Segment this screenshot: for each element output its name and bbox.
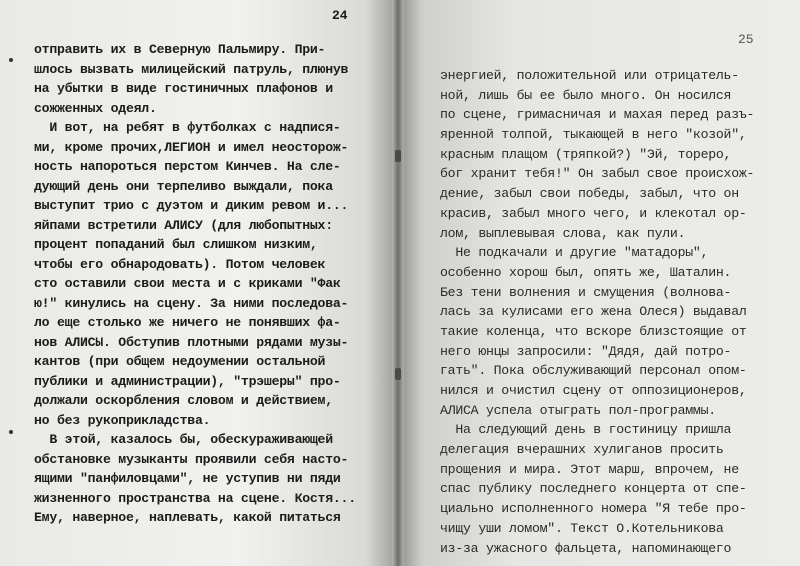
text-line: такие коленца, что вскоре близстоящие от	[440, 323, 747, 339]
text-line: но без рукоприкладства.	[34, 412, 211, 428]
text-line: ю!" кинулись на сцену. За ними последова-	[34, 295, 349, 311]
text-line: И вот, на ребят в футболках с надпися-	[34, 120, 341, 135]
text-line: обстановке музыканты проявили себя насто-	[34, 451, 349, 467]
text-line: красив, забыл много чего, и клекотал ор-	[440, 205, 747, 221]
text-line: шлось вызвать милицейский патруль, плюнув	[34, 61, 349, 77]
text-line: отправить их в Северную Пальмиру. При-	[34, 42, 326, 57]
text-line: должали оскорбления словом и действием,	[34, 393, 333, 408]
text-line: ми, кроме прочих,ЛЕГИОН и имел неосторож-	[34, 139, 349, 155]
text-line: АЛИСА успела отыграть пол-программы.	[440, 402, 716, 418]
text-line: прощения и мира. Этот марш, впрочем, не	[440, 461, 739, 477]
margin-dot-mark	[9, 58, 13, 62]
text-line: Ему, наверное, наплевать, какой питаться	[34, 510, 341, 525]
right-page	[398, 0, 800, 566]
left-page-text	[34, 40, 384, 528]
text-line: циально исполненного номера "Я тебе про-	[440, 501, 747, 517]
text-line: него юнцы запросили: "Дядя, дай потро-	[440, 343, 732, 359]
text-line: чтобы его обнародовать). Потом человек	[34, 256, 326, 272]
text-line: сто оставили свои места и с криками "Фак	[34, 276, 341, 291]
text-line: ящими "панфиловцами", не уступив ни пяди	[34, 471, 341, 486]
text-line: Не подкачали и другие "матадоры",	[440, 245, 709, 261]
text-line: энергией, положительной или отрицатель-	[440, 68, 739, 83]
left-page	[0, 0, 398, 566]
text-line: нился и очистил сцену от оппозиционеров,	[440, 383, 747, 398]
text-line: особенно хорош был, опять же, Шаталин.	[440, 264, 732, 280]
text-line: кантов (при общем недоумении остальной	[34, 354, 326, 369]
text-line: ло еще столько же ничего не понявших фа-	[34, 315, 341, 330]
staple-mark	[395, 368, 401, 380]
text-line: спас публику последнего концерта от спе-	[440, 481, 747, 497]
text-line: дение, забыл свои победы, забыл, что он	[440, 186, 739, 202]
book-gutter	[392, 0, 404, 566]
right-page-text	[440, 66, 790, 558]
text-line: дующий день они терпеливо выждали, пока	[34, 178, 333, 194]
text-line: чищу уши ломом". Текст О.Котельникова	[440, 520, 724, 536]
text-line: Без тени волнения и смущения (волнова-	[440, 284, 732, 300]
text-line: выступит трио с дуэтом и диким ревом и...	[34, 198, 349, 213]
text-line: бог хранит тебя!" Он забыл свое происхож-	[440, 166, 755, 182]
text-line: на убытки в виде гостиничных плафонов и	[34, 81, 333, 96]
right-page-number: 25	[738, 32, 754, 47]
text-line: лась за кулисами его жена Олеся) выдавал	[440, 304, 747, 320]
text-line: сожженных одеял.	[34, 100, 157, 116]
text-line: лом, выплевывая слова, как пули.	[440, 225, 686, 241]
text-line: яйпами встретили АЛИСУ (для любопытных:	[34, 217, 333, 233]
margin-dot-mark	[9, 430, 13, 434]
text-line: из-за ужасного фальцета, напоминающего	[440, 540, 732, 556]
text-line: жизненного пространства на сцене. Костя...	[34, 490, 356, 506]
text-line: процент попаданий был слишком низким,	[34, 237, 318, 252]
text-line: На следующий день в гостиницу пришла	[440, 422, 732, 438]
text-line: делегация вчерашних хулиганов просить	[440, 442, 724, 458]
text-line: гать". Пока обслуживающий персонал опом-	[440, 363, 747, 379]
text-line: красным плащом (тряпкой?) "Эй, тореро,	[440, 146, 732, 162]
text-line: ной, лишь бы ее было много. Он носился	[440, 87, 732, 103]
text-line: публики и администрации), "трэшеры" про-	[34, 373, 341, 389]
left-page-number: 24	[332, 8, 348, 23]
text-line: по сцене, гримасничая и махая перед разъ-	[440, 107, 755, 123]
staple-mark	[395, 150, 401, 162]
text-line: нов АЛИСЫ. Обступив плотными рядами музы-	[34, 334, 349, 350]
text-line: В этой, казалось бы, обескураживающей	[34, 432, 333, 447]
text-line: ность напороться перстом Кинчев. На сле-	[34, 159, 341, 174]
text-line: яренной толпой, тыкающей в него "козой",	[440, 127, 747, 143]
